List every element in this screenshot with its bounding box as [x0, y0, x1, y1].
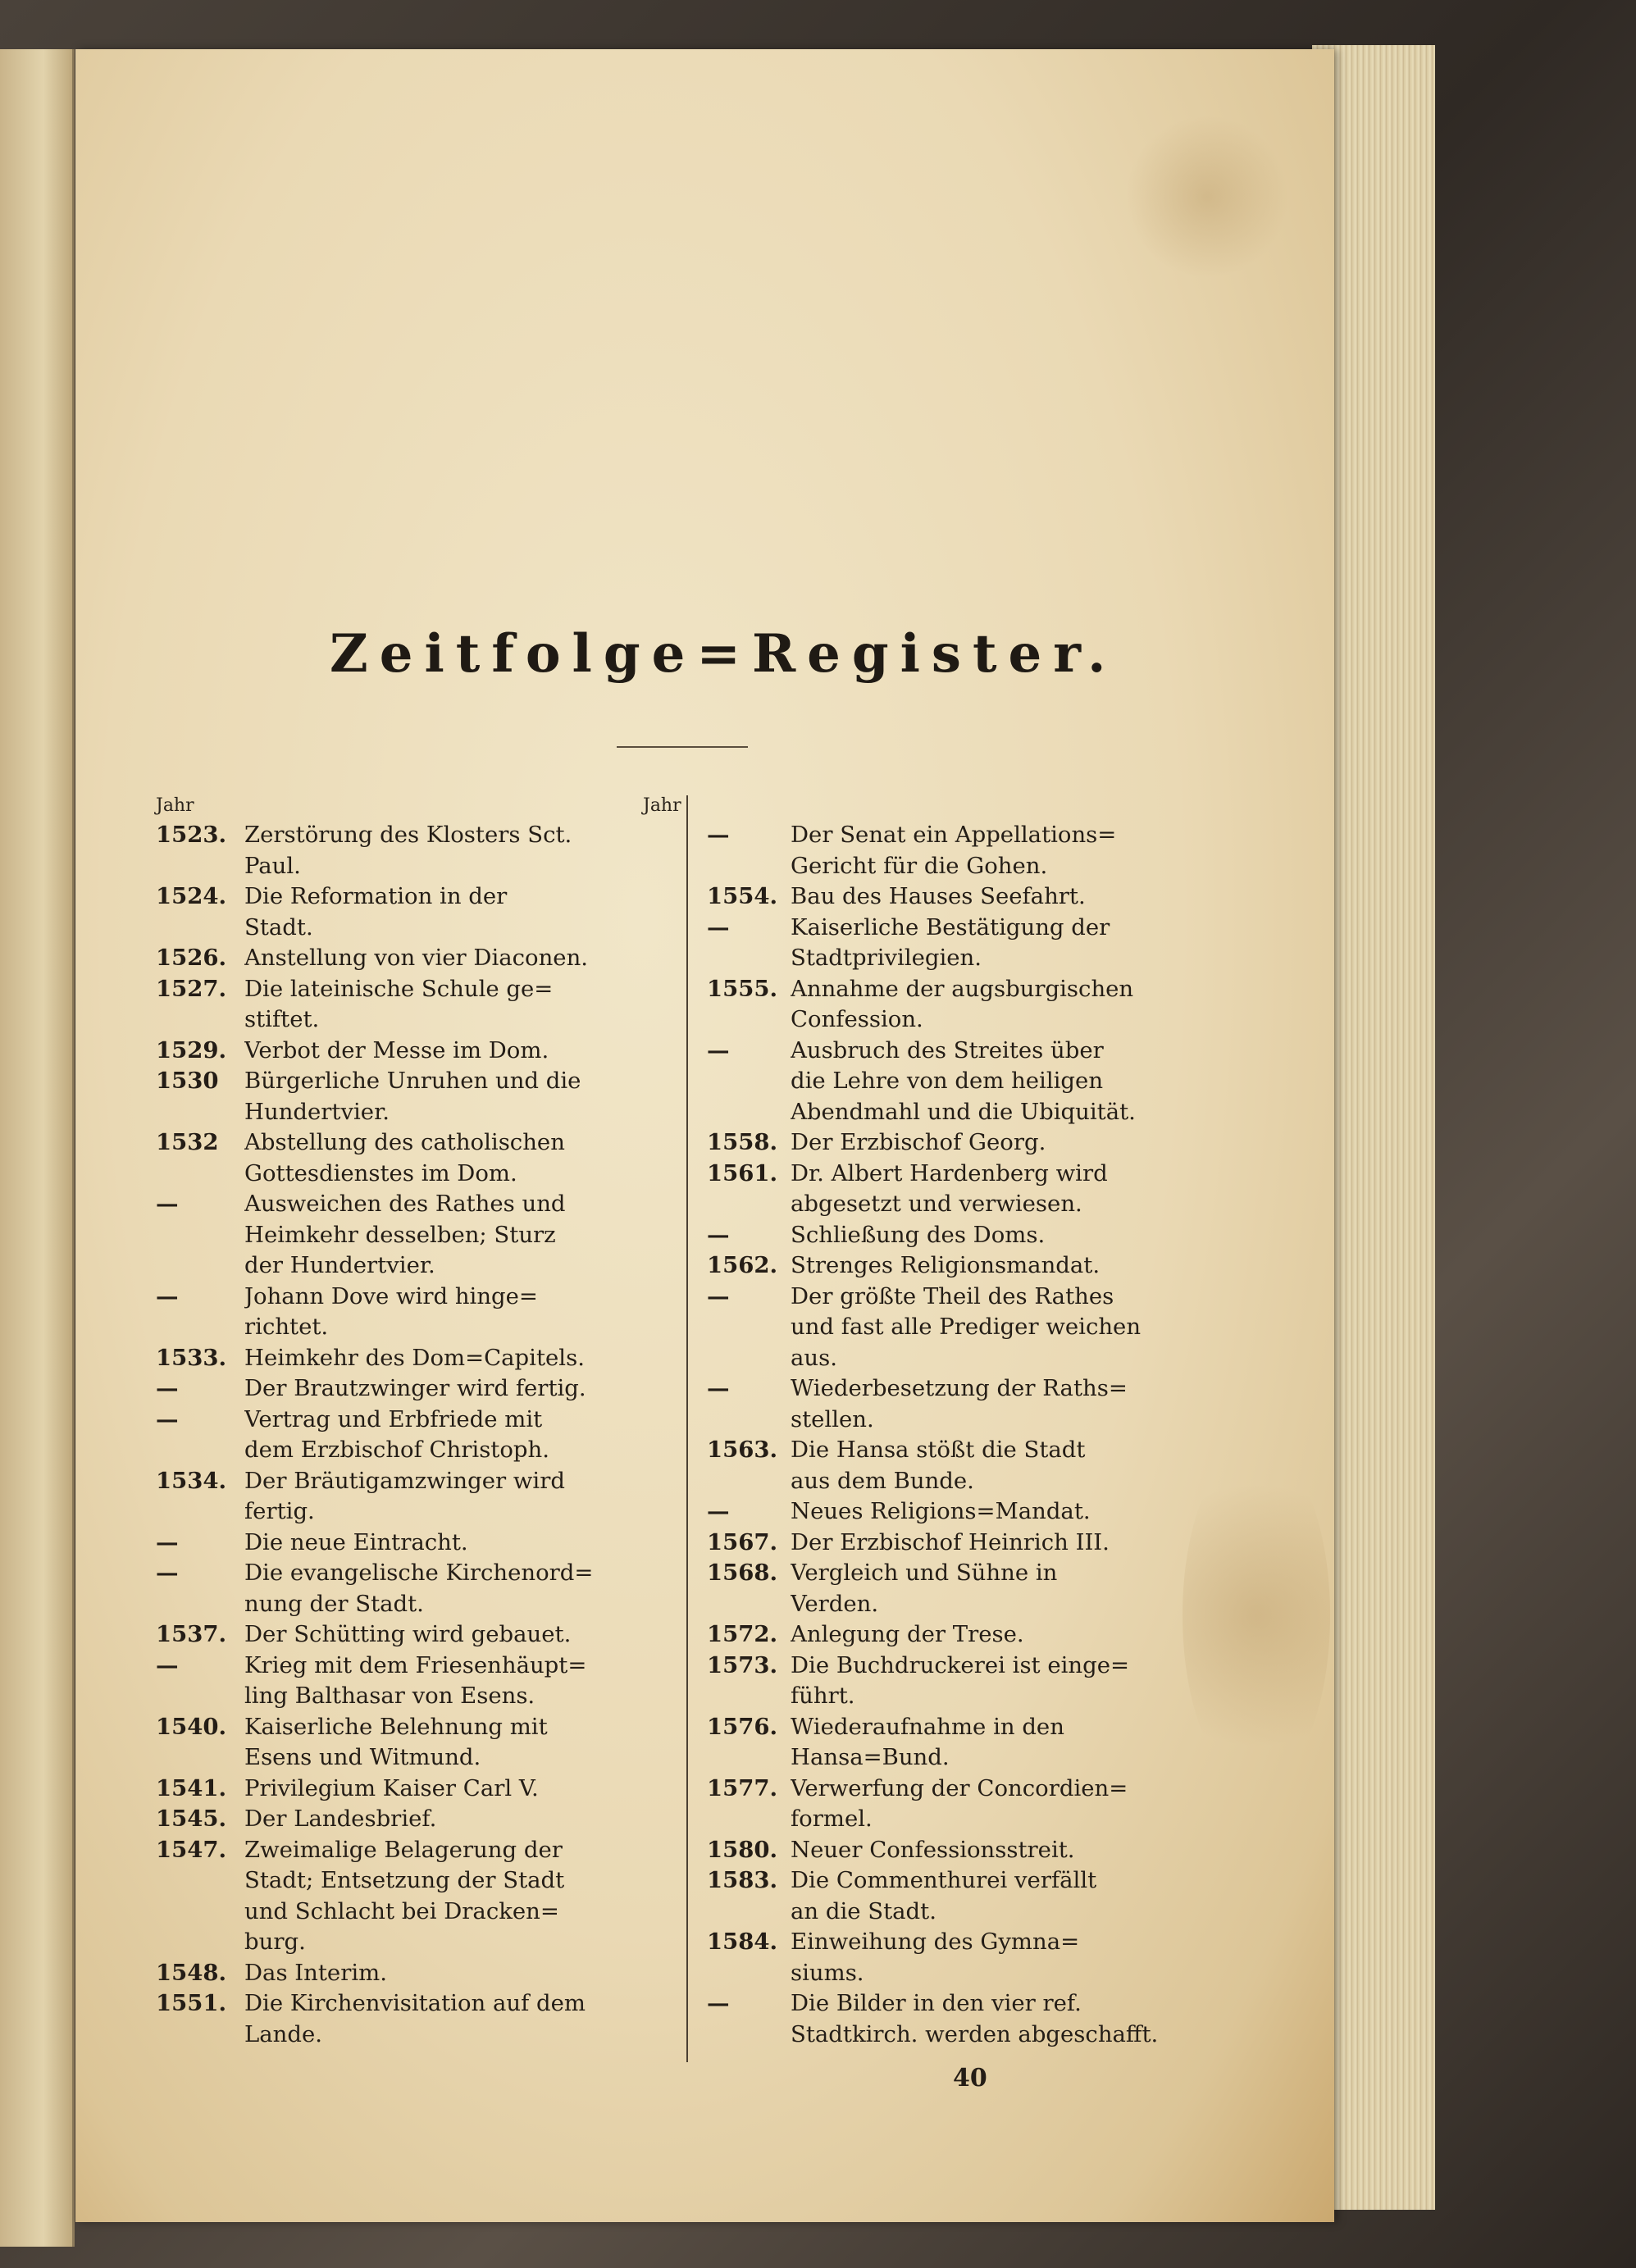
register-entry: [156, 1528, 681, 1559]
entry-year: 1534.: [156, 1467, 227, 1494]
entry-line: Esens und Witmund.: [244, 1744, 481, 1770]
entry-text: [244, 974, 681, 1036]
entry-year: —: [156, 1282, 179, 1309]
entry-line: stiftet.: [244, 1006, 320, 1032]
entry-year: 1551.: [156, 1990, 227, 2016]
entry-line: Ausweichen des Rathes und: [244, 1191, 566, 1217]
entry-text: [244, 1282, 681, 1343]
entry-line: Gericht für die Gohen.: [791, 852, 1048, 879]
register-entry: [707, 820, 1158, 881]
entry-text: [791, 1558, 1158, 1619]
register-entry: [707, 1159, 1158, 1220]
register-entry: [156, 1651, 681, 1712]
entry-line: Heimkehr desselben; Sturz: [244, 1221, 556, 1248]
entry-line: aus.: [791, 1344, 837, 1371]
entry-year: —: [156, 1191, 179, 1217]
entry-year: —: [156, 1528, 179, 1555]
entry-year: 1540.: [156, 1713, 227, 1740]
entry-line: Bürgerliche Unruhen und die: [244, 1068, 581, 1094]
entry-year: 1541.: [156, 1774, 227, 1801]
register-entry: [707, 974, 1158, 1036]
entry-year: —: [156, 1405, 179, 1432]
register-entry: [156, 1988, 681, 2050]
entry-line: Privilegium Kaiser Carl V.: [244, 1774, 539, 1801]
entry-line: Die Kirchenvisitation auf dem: [244, 1990, 586, 2016]
entry-year: —: [707, 1498, 730, 1524]
register-entry: [707, 1927, 1158, 1988]
entry-text: [791, 1159, 1158, 1220]
entry-text: [244, 1651, 681, 1712]
left-column: [156, 820, 681, 2050]
register-entry: [156, 1466, 681, 1528]
entry-year: —: [707, 1221, 730, 1248]
page-title: Zeitfolge=Register.: [330, 623, 1118, 685]
register-entry: [156, 974, 681, 1036]
entry-text: [791, 1127, 1158, 1159]
register-entry: [156, 1343, 681, 1374]
register-entry: [707, 1528, 1158, 1559]
entry-year: —: [707, 1036, 730, 1063]
entry-year: 1527.: [156, 975, 227, 1002]
entry-line: Johann Dove wird hinge=: [244, 1282, 538, 1309]
register-entry: [156, 1282, 681, 1343]
entry-year: 1532: [156, 1129, 219, 1155]
entry-line: Bau des Hauses Seefahrt.: [791, 883, 1086, 909]
entry-line: Paul.: [244, 852, 301, 879]
entry-line: Verwerfung der Concordien=: [791, 1774, 1128, 1801]
entry-year: 1533.: [156, 1344, 227, 1371]
entry-line: Stadtkirch. werden abgeschafft.: [791, 2020, 1159, 2047]
entry-line: Die Buchdruckerei ist einge=: [791, 1651, 1130, 1678]
entry-line: Kaiserliche Belehnung mit: [244, 1713, 548, 1740]
page-number: 40: [953, 2064, 987, 2093]
entry-year: —: [156, 1375, 179, 1401]
entry-line: Hundertvier.: [244, 1098, 390, 1125]
entry-line: Stadt; Entsetzung der Stadt: [244, 1867, 565, 1893]
register-entry: [156, 1958, 681, 1989]
entry-year: —: [156, 1651, 179, 1678]
column-divider: [686, 795, 688, 2062]
entry-line: Stadt.: [244, 913, 313, 940]
entry-line: Abendmahl und die Ubiquität.: [791, 1098, 1136, 1125]
entry-text: [244, 820, 681, 881]
entry-text: [244, 1712, 681, 1774]
register-entry: [707, 1865, 1158, 1927]
entry-text: [244, 1066, 681, 1127]
entry-text: [244, 1835, 681, 1958]
register-entry: [156, 1189, 681, 1282]
entry-line: Krieg mit dem Friesenhäupt=: [244, 1651, 587, 1678]
entry-text: [244, 1373, 681, 1405]
entry-line: Abstellung des catholischen: [244, 1129, 565, 1155]
register-entry: [156, 1405, 681, 1466]
entry-line: Neuer Confessionsstreit.: [791, 1836, 1075, 1863]
entry-line: Der Erzbischof Georg.: [791, 1129, 1046, 1155]
entry-line: Das Interim.: [244, 1959, 387, 1986]
entry-line: Schließung des Doms.: [791, 1221, 1046, 1248]
register-entry: [156, 1835, 681, 1958]
entry-line: Verbot der Messe im Dom.: [244, 1036, 549, 1063]
entry-year: 1554.: [707, 883, 778, 909]
entry-line: Gottesdienstes im Dom.: [244, 1159, 517, 1186]
entry-line: Stadtprivilegien.: [791, 945, 982, 971]
entry-year: 1580.: [707, 1836, 778, 1863]
entry-line: nung der Stadt.: [244, 1590, 424, 1617]
entry-line: Wiederbesetzung der Raths=: [791, 1375, 1128, 1401]
entry-line: Ausbruch des Streites über: [791, 1036, 1104, 1063]
entry-text: [791, 1988, 1158, 2050]
entry-line: Hansa=Bund.: [791, 1744, 950, 1770]
entry-line: Zerstörung des Klosters Sct.: [244, 822, 572, 848]
entry-year: 1562.: [707, 1252, 778, 1278]
entry-text: [791, 913, 1158, 974]
register-entry: [707, 1282, 1158, 1374]
entry-text: [791, 1282, 1158, 1374]
entry-line: Der größte Theil des Rathes: [791, 1282, 1114, 1309]
entry-text: [791, 1774, 1158, 1835]
entry-text: [244, 1619, 681, 1651]
register-entry: [707, 881, 1158, 913]
entry-year: 1523.: [156, 822, 227, 848]
paper-stain: [1183, 1443, 1330, 1788]
entry-line: der Hundertvier.: [244, 1252, 435, 1278]
entry-text: [791, 1712, 1158, 1774]
entry-text: [244, 1558, 681, 1619]
entry-year: 1529.: [156, 1036, 227, 1063]
entry-line: Die Commenthurei verfällt: [791, 1867, 1097, 1893]
entry-line: Vergleich und Sühne in: [791, 1560, 1058, 1586]
entry-text: [791, 1619, 1158, 1651]
entry-year: 1584.: [707, 1929, 778, 1955]
entry-line: Zweimalige Belagerung der: [244, 1836, 563, 1863]
register-entry: [156, 1066, 681, 1127]
entry-year: —: [707, 1375, 730, 1401]
entry-year: 1530: [156, 1068, 219, 1094]
entry-line: richtet.: [244, 1314, 329, 1340]
entry-line: siums.: [791, 1959, 864, 1986]
entry-text: [244, 1988, 681, 2050]
entry-text: [791, 1528, 1158, 1559]
entry-line: burg.: [244, 1929, 306, 1955]
entry-line: Kaiserliche Bestätigung der: [791, 913, 1110, 940]
register-entry: [707, 1651, 1158, 1712]
register-entry: [156, 881, 681, 943]
entry-line: und fast alle Prediger weichen: [791, 1314, 1142, 1340]
entry-line: Annahme der augsburgischen: [791, 975, 1134, 1002]
register-entry: [707, 1774, 1158, 1835]
entry-line: formel.: [791, 1806, 873, 1832]
entry-line: Anstellung von vier Diaconen.: [244, 945, 589, 971]
register-entry: [707, 1036, 1158, 1128]
entry-line: Die neue Eintracht.: [244, 1528, 468, 1555]
register-entry: [707, 1619, 1158, 1651]
title-rule: [617, 746, 748, 748]
entry-line: Der Schütting wird gebauet.: [244, 1621, 572, 1647]
entry-line: fertig.: [244, 1498, 315, 1524]
entry-text: [791, 1435, 1158, 1496]
entry-text: [244, 1189, 681, 1282]
entry-line: Der Senat ein Appellations=: [791, 822, 1117, 848]
entry-line: Der Landesbrief.: [244, 1806, 437, 1832]
register-entry: [156, 1127, 681, 1189]
entry-line: Vertrag und Erbfriede mit: [244, 1405, 543, 1432]
entry-line: Die Hansa stößt die Stadt: [791, 1437, 1086, 1463]
entry-year: 1537.: [156, 1621, 227, 1647]
entry-line: Der Brautzwinger wird fertig.: [244, 1375, 586, 1401]
entry-year: 1572.: [707, 1621, 778, 1647]
entry-year: —: [707, 1990, 730, 2016]
register-entry: [156, 1804, 681, 1835]
entry-line: führt.: [791, 1683, 855, 1709]
entry-text: [791, 820, 1158, 881]
entry-line: Heimkehr des Dom=Capitels.: [244, 1344, 585, 1371]
entry-line: Einweihung des Gymna=: [791, 1929, 1080, 1955]
entry-year: 1583.: [707, 1867, 778, 1893]
register-entry: [156, 943, 681, 974]
entry-year: 1545.: [156, 1806, 227, 1832]
entry-year: 1547.: [156, 1836, 227, 1863]
entry-line: die Lehre von dem heiligen: [791, 1068, 1104, 1094]
register-entry: [707, 913, 1158, 974]
entry-text: [244, 1958, 681, 1989]
entry-text: [791, 974, 1158, 1036]
right-column-header: Jahr: [643, 795, 681, 816]
entry-text: [244, 1405, 681, 1466]
entry-line: Confession.: [791, 1006, 923, 1032]
entry-text: [791, 1651, 1158, 1712]
register-entry: [707, 1127, 1158, 1159]
entry-line: Die Bilder in den vier ref.: [791, 1990, 1082, 2016]
entry-line: Verden.: [791, 1590, 879, 1617]
entry-line: aus dem Bunde.: [791, 1467, 974, 1494]
entry-text: [244, 1036, 681, 1067]
entry-year: 1567.: [707, 1528, 778, 1555]
entry-year: —: [707, 913, 730, 940]
entry-line: ling Balthasar von Esens.: [244, 1683, 535, 1709]
entry-year: —: [707, 822, 730, 848]
entry-line: Der Erzbischof Heinrich III.: [791, 1528, 1110, 1555]
register-entry: [707, 1712, 1158, 1774]
entry-year: 1555.: [707, 975, 778, 1002]
entry-text: [791, 1835, 1158, 1866]
entry-text: [791, 1250, 1158, 1282]
entry-line: Die lateinische Schule ge=: [244, 975, 554, 1002]
register-entry: [707, 1835, 1158, 1866]
entry-year: 1568.: [707, 1560, 778, 1586]
entry-text: [791, 1220, 1158, 1251]
register-entry: [156, 820, 681, 881]
entry-year: 1558.: [707, 1129, 778, 1155]
register-entry: [707, 1496, 1158, 1528]
entry-year: —: [707, 1282, 730, 1309]
entry-year: 1577.: [707, 1774, 778, 1801]
entry-text: [244, 881, 681, 943]
register-entry: [156, 1558, 681, 1619]
entry-year: 1576.: [707, 1713, 778, 1740]
entry-text: [244, 1127, 681, 1189]
register-entry: [156, 1619, 681, 1651]
register-entry: [707, 1220, 1158, 1251]
entry-text: [244, 1804, 681, 1835]
entry-line: und Schlacht bei Dracken=: [244, 1897, 559, 1924]
entry-line: Neues Religions=Mandat.: [791, 1498, 1091, 1524]
entry-text: [791, 881, 1158, 913]
entry-line: Die evangelische Kirchenord=: [244, 1560, 594, 1586]
register-entry: [156, 1373, 681, 1405]
entry-line: an die Stadt.: [791, 1897, 936, 1924]
entry-year: 1573.: [707, 1651, 778, 1678]
entry-line: Anlegung der Trese.: [791, 1621, 1024, 1647]
book-page: [75, 49, 1334, 2222]
entry-text: [791, 1865, 1158, 1927]
entry-year: 1524.: [156, 883, 227, 909]
entry-text: [244, 1774, 681, 1805]
entry-text: [791, 1927, 1158, 1988]
register-entry: [707, 1250, 1158, 1282]
right-column: [707, 820, 1158, 2050]
left-column-header: Jahr: [156, 795, 194, 816]
entry-text: [791, 1036, 1158, 1128]
entry-text: [791, 1496, 1158, 1528]
entry-text: [244, 943, 681, 974]
entry-text: [244, 1528, 681, 1559]
register-entry: [156, 1712, 681, 1774]
register-entry: [707, 1558, 1158, 1619]
entry-line: Lande.: [244, 2020, 322, 2047]
entry-year: 1526.: [156, 945, 227, 971]
entry-year: 1561.: [707, 1159, 778, 1186]
entry-text: [791, 1373, 1158, 1435]
entry-line: Wiederaufnahme in den: [791, 1713, 1064, 1740]
entry-line: stellen.: [791, 1405, 874, 1432]
entry-year: 1548.: [156, 1959, 227, 1986]
entry-text: [244, 1466, 681, 1528]
register-entry: [156, 1036, 681, 1067]
entry-line: Die Reformation in der: [244, 883, 508, 909]
entry-line: abgesetzt und verwiesen.: [791, 1191, 1082, 1217]
entry-year: 1563.: [707, 1437, 778, 1463]
left-page-edge: [0, 49, 75, 2247]
entry-line: Dr. Albert Hardenberg wird: [791, 1159, 1108, 1186]
entry-line: dem Erzbischof Christoph.: [244, 1437, 549, 1463]
register-entry: [156, 1774, 681, 1805]
entry-text: [244, 1343, 681, 1374]
register-entry: [707, 1373, 1158, 1435]
entry-year: —: [156, 1560, 179, 1586]
register-entry: [707, 1988, 1158, 2050]
register-entry: [707, 1435, 1158, 1496]
entry-line: Der Bräutigamzwinger wird: [244, 1467, 565, 1494]
entry-line: Strenges Religionsmandat.: [791, 1252, 1101, 1278]
